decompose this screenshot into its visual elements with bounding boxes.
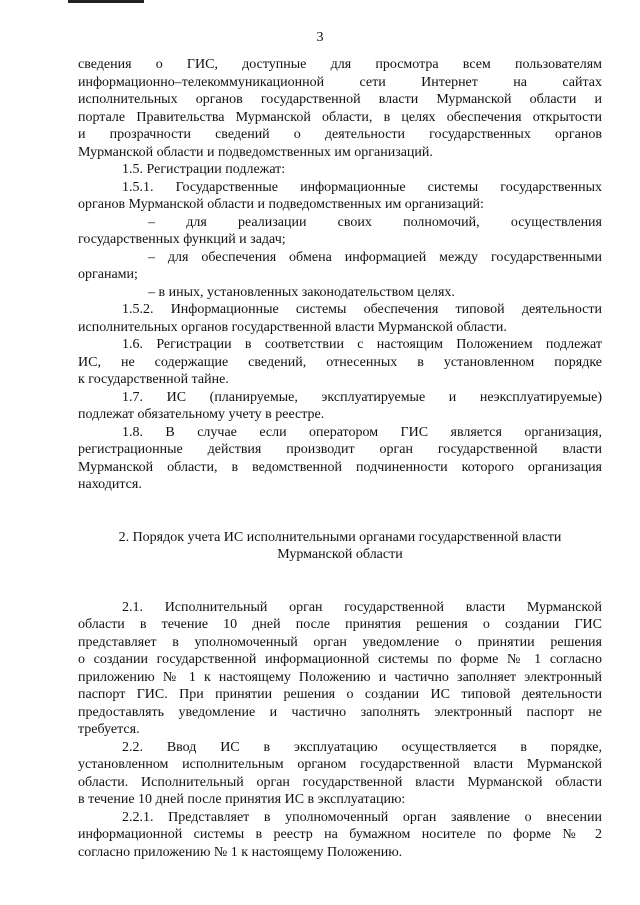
- paragraph-line: 2.2. Ввод ИС в эксплуатацию осуществляется в порядке,: [122, 739, 602, 755]
- document-body: [78, 56, 602, 861]
- paragraph-line: требуется.: [78, 722, 140, 737]
- paragraph-line: установленном исполнительным органом государственной власти Мурманской: [78, 757, 602, 772]
- paragraph-line: области. Исполнительный орган государственной власти Мурманской области: [78, 774, 602, 790]
- paragraph-line: 2.2.1. Представляет в уполномоченный орган заявление о внесении: [122, 809, 602, 825]
- section-heading: [78, 529, 602, 564]
- paragraph-line: – для обеспечения обмена информацией между государственными: [148, 249, 602, 265]
- paragraph-line: паспорт ГИС. При принятии решения о создании ИС типовой деятельности: [78, 687, 602, 702]
- paragraph-line: – для реализации своих полномочий, осуществления: [148, 214, 602, 230]
- paragraph-line: о создании государственной информационной системы по форме № 1 согласно: [78, 652, 602, 667]
- section-heading-line-1: 2. Порядок учета ИС исполнительными органами государственной власти: [118, 529, 562, 545]
- paragraph-line: 1.5. Регистрации подлежат:: [122, 162, 286, 177]
- paragraph-line: Мурманской области, в ведомственной подчиненности которого организация: [78, 459, 602, 475]
- paragraph-line: предоставлять уведомление и частично заполнять электронный паспорт не: [78, 704, 602, 720]
- paragraph-line: – в иных, установленных законодательством целях.: [148, 284, 455, 300]
- paragraph-line: 1.8. В случае если оператором ГИС является организация,: [122, 424, 602, 440]
- paragraph-line: исполнительных органов государственной власти Мурманской области и: [78, 92, 602, 107]
- paragraph-line: области в течение 10 дней после принятия решения о создании ГИС: [78, 617, 602, 632]
- paragraph-line: регистрационные действия производит орган государственной власти: [78, 442, 602, 457]
- paragraph-line: государственных функций и задач;: [78, 232, 286, 247]
- section-1-continued: [78, 56, 602, 494]
- paragraph-line: 1.5.1. Государственные информационные системы государственных: [122, 179, 602, 195]
- scan-mark: [68, 0, 144, 3]
- paragraph-line: информационной системы в реестр на бумажном носителе по форме № 2: [78, 827, 602, 842]
- paragraph-line: сведения о ГИС, доступные для просмотра всем пользователям: [78, 57, 602, 72]
- paragraph-line: 2.1. Исполнительный орган государственной власти Мурманской: [122, 599, 602, 615]
- paragraph-line: представляет в уполномоченный орган уведомление о принятии решения: [78, 634, 602, 650]
- paragraph-line: 1.7. ИС (планируемые, эксплуатируемые и неэксплуатируемые): [122, 389, 602, 405]
- paragraph-line: подлежат обязательному учету в реестре.: [78, 407, 325, 422]
- paragraph-line: и прозрачности сведений о деятельности государственных органов: [78, 127, 602, 142]
- paragraph-line: согласно приложению № 1 к настоящему Положению.: [78, 844, 403, 860]
- page-number: 3: [316, 30, 324, 45]
- section-2: [78, 599, 602, 862]
- paragraph-line: органами;: [78, 267, 138, 282]
- section-heading-line-2: Мурманской области: [277, 547, 403, 562]
- paragraph-line: Мурманской области и подведомственных им организаций.: [78, 144, 433, 160]
- paragraph-line: находится.: [78, 477, 142, 492]
- paragraph-line: исполнительных органов государственной власти Мурманской области.: [78, 319, 507, 335]
- paragraph-line: приложению № 1 к настоящему Положению и частично заполняет электронный: [78, 669, 602, 685]
- paragraph-line: органов Мурманской области и подведомственных им организаций:: [78, 197, 484, 212]
- paragraph-line: 1.5.2. Информационные системы обеспечения типовой деятельности: [122, 302, 602, 317]
- paragraph-line: информационно–телекоммуникационной сети Интернет на сайтах: [78, 74, 602, 90]
- paragraph-line: портале Правительства Мурманской области, в целях обеспечения открытости: [78, 109, 602, 125]
- paragraph-line: к государственной тайне.: [78, 372, 229, 387]
- paragraph-line: в течение 10 дней после принятия ИС в эксплуатацию:: [78, 792, 406, 807]
- paragraph-line: ИС, не содержащие сведений, отнесенных в установленном порядке: [78, 354, 602, 370]
- paragraph-line: 1.6. Регистрации в соответствии с настоящим Положением подлежат: [122, 337, 602, 352]
